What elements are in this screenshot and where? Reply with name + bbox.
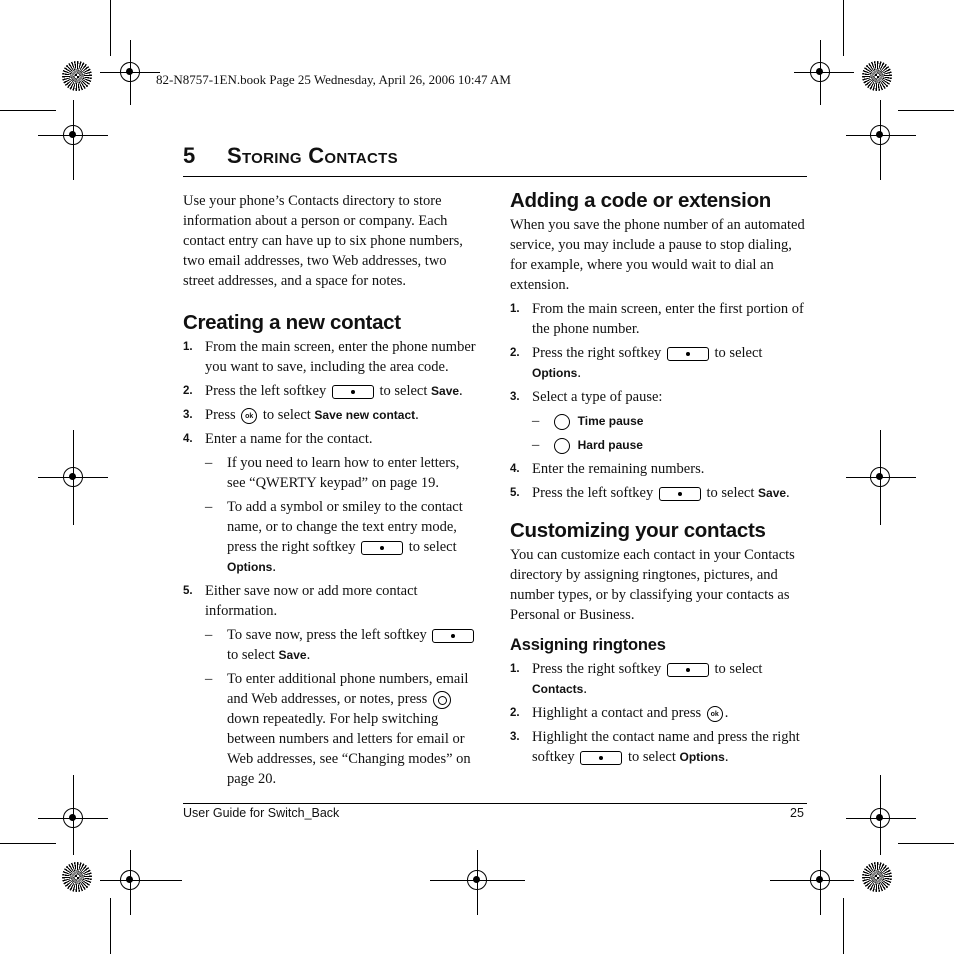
step-text: Highlight a contact and press	[532, 705, 702, 721]
step-number: 2.	[510, 707, 520, 719]
step-text: Enter a name for the contact.	[205, 431, 373, 447]
step-2: 2. Highlight a contact and press ok .	[510, 705, 729, 721]
right-column	[510, 189, 808, 767]
registration-mark	[63, 125, 83, 145]
crop-mark	[898, 843, 954, 844]
crop-mark	[898, 110, 954, 111]
step-number: 2.	[183, 385, 193, 397]
intro-paragraph: Use your phone’s Contacts directory to store information about a person or company. Each contact entry can have up to six phone numbers, two email addresses, two Web addresses, two street addresses, and a space for notes.	[183, 193, 463, 289]
step-4	[510, 459, 808, 479]
registration-mark	[870, 467, 890, 487]
ok-key-icon: ok	[241, 408, 257, 424]
step-2: 2. Press the left softkey to select Save.	[183, 383, 463, 399]
customizing-intro: You can customize each contact in your Contacts directory by assigning ringtones, pictures, and number types, or by classifying your contacts as Personal or Business.	[510, 547, 795, 623]
menu-option-label: Options	[227, 560, 273, 574]
step-text: to select	[714, 345, 763, 361]
sub-step-text: to select	[227, 647, 275, 663]
color-target-mark	[862, 61, 892, 91]
sub-step-text: down repeatedly. For help switching between numbers and letters for email or Web addresses, see “Changing modes” on page 20.	[227, 711, 471, 787]
sub-step: – To enter additional phone numbers, email and Web addresses, or notes, press down repeatedly. For help switching between numbers and letters for email or Web addresses, see “Changing modes” on page 20.	[205, 671, 471, 787]
left-softkey-icon	[332, 385, 374, 399]
step-5: 5. Press the left softkey to select Save.	[510, 485, 790, 501]
registration-mark	[120, 62, 140, 82]
step-text: Select a type of pause:	[532, 389, 663, 405]
step-4	[183, 429, 479, 449]
step-text: Press the right softkey	[532, 345, 662, 361]
step-number: 3.	[510, 391, 520, 403]
right-softkey-icon	[580, 751, 622, 765]
step-text: to select	[627, 749, 676, 765]
step-text: Enter the remaining numbers.	[532, 461, 705, 477]
pause-option-label: Hard pause	[577, 438, 643, 452]
step-text: Either save now or add more contact information.	[205, 583, 418, 619]
sub-step-text: To enter additional phone numbers, email and Web addresses, or notes, press	[227, 671, 469, 707]
right-softkey-icon	[361, 541, 403, 555]
step-text: From the main screen, enter the phone number you want to save, including the area code.	[205, 339, 476, 375]
sub-step: – Time pause	[532, 413, 644, 429]
step-1: 1. Press the right softkey to select Contacts.	[510, 661, 763, 697]
step-number: 3.	[510, 731, 520, 743]
section-heading-customizing: Customizing your contacts	[510, 519, 766, 542]
color-target-mark	[62, 862, 92, 892]
crop-mark	[110, 0, 111, 56]
step-number: 4.	[510, 463, 520, 475]
registration-mark	[810, 62, 830, 82]
registration-mark	[870, 125, 890, 145]
sub-step: – To save now, press the left softkey to select Save.	[183, 625, 479, 665]
menu-option-label: Save	[278, 648, 307, 662]
menu-option-label: Contacts	[532, 682, 584, 696]
step-text: to select	[379, 383, 428, 399]
registration-mark	[63, 467, 83, 487]
sub-step: – To add a symbol or smiley to the contact name, or to change the text entry mode, press the right softkey to select Options.	[205, 499, 463, 575]
crop-mark	[110, 898, 111, 954]
menu-option-label: Save new contact	[314, 408, 416, 422]
chapter-number: 5	[183, 143, 196, 168]
crop-mark	[843, 0, 844, 56]
step-3: 3. Highlight the contact name and press the right softkey to select Options.	[510, 729, 800, 765]
sub-step: – If you need to learn how to enter letters, see “QWERTY keypad” on page 19.	[205, 455, 460, 491]
registration-mark	[63, 808, 83, 828]
step-text: Press the right softkey	[532, 661, 662, 677]
subsection-heading-ringtones: Assigning ringtones	[510, 636, 666, 654]
left-softkey-icon	[432, 629, 474, 643]
step-1	[183, 337, 479, 377]
step-number: 5.	[183, 585, 193, 597]
step-number: 3.	[183, 409, 193, 421]
step-text: Press the left softkey	[532, 485, 654, 501]
crop-mark	[843, 898, 844, 954]
crop-mark	[0, 110, 56, 111]
sub-step-text: If you need to learn how to enter letters, see “QWERTY keypad” on page 19.	[227, 455, 460, 491]
pause-option-label: Time pause	[577, 414, 644, 428]
color-target-mark	[62, 61, 92, 91]
step-text: to select	[706, 485, 755, 501]
crop-mark	[0, 843, 56, 844]
step-number: 1.	[510, 303, 520, 315]
menu-option-label: Options	[532, 366, 578, 380]
step-3	[510, 387, 808, 407]
step-number: 1.	[510, 663, 520, 675]
stopwatch-icon	[554, 414, 570, 430]
left-column	[183, 191, 479, 789]
menu-option-label: Save	[431, 384, 460, 398]
section-heading-creating: Creating a new contact	[183, 311, 401, 334]
chapter-heading	[183, 143, 807, 177]
right-softkey-icon	[667, 663, 709, 677]
step-5	[183, 581, 479, 621]
crop-mark	[100, 880, 182, 881]
footer-title: User Guide for Switch_Back	[183, 806, 340, 820]
step-text: Highlight the contact name and press the right softkey	[532, 729, 800, 765]
footer-rule	[183, 803, 807, 804]
page-number: 25	[790, 806, 804, 820]
step-3: 3. Press ok to select Save new contact.	[183, 407, 419, 423]
step-text: From the main screen, enter the first portion of the phone number.	[532, 301, 804, 337]
ok-key-icon: ok	[707, 706, 723, 722]
step-text: to select	[714, 661, 763, 677]
sub-step: – Hard pause	[532, 437, 643, 453]
chapter-title: Storing Contacts	[227, 143, 398, 168]
hand-icon	[554, 438, 570, 454]
color-target-mark	[862, 862, 892, 892]
navigation-key-icon	[433, 691, 451, 709]
step-number: 1.	[183, 341, 193, 353]
step-number: 5.	[510, 487, 520, 499]
step-number: 2.	[510, 347, 520, 359]
step-2: 2. Press the right softkey to select Options.	[510, 345, 763, 381]
section-heading-adding: Adding a code or extension	[510, 189, 772, 212]
menu-option-label: Save	[758, 486, 787, 500]
registration-mark	[120, 870, 140, 890]
step-text: Press	[205, 407, 236, 423]
left-softkey-icon	[659, 487, 701, 501]
sub-step-text: To add a symbol or smiley to the contact name, or to change the text entry mode, press the right softkey	[227, 499, 463, 555]
step-text: to select	[262, 407, 311, 423]
registration-mark	[810, 870, 830, 890]
book-header: 82-N8757-1EN.book Page 25 Wednesday, April 26, 2006 10:47 AM	[156, 72, 511, 87]
step-1	[510, 299, 808, 339]
sub-step-text: To save now, press the left softkey	[227, 627, 427, 643]
adding-intro: When you save the phone number of an automated service, you may include a pause to stop dialing, for example, where you would wait to dial an extension.	[510, 217, 805, 293]
step-text: Press the left softkey	[205, 383, 327, 399]
registration-mark	[870, 808, 890, 828]
registration-mark	[467, 870, 487, 890]
menu-option-label: Options	[679, 750, 725, 764]
sub-step-text: to select	[408, 539, 457, 555]
right-softkey-icon	[667, 347, 709, 361]
step-number: 4.	[183, 433, 193, 445]
